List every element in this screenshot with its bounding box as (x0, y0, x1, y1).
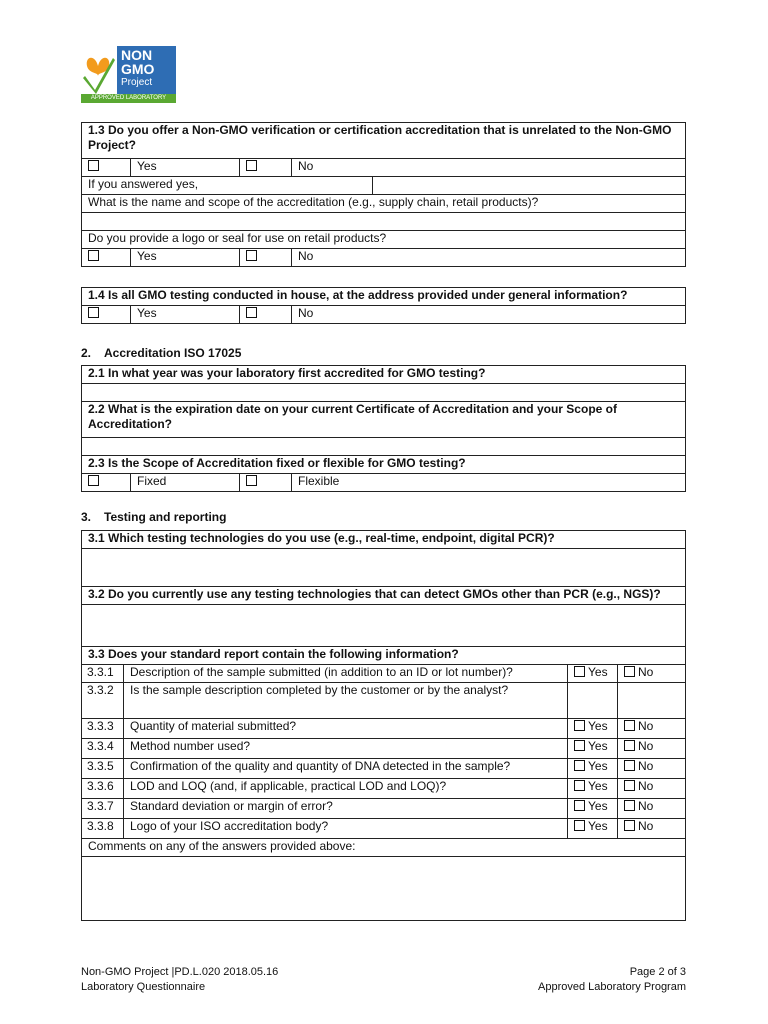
table-row (82, 665, 686, 683)
table-row (82, 819, 686, 839)
no-option[interactable]: No (618, 739, 686, 759)
checkbox-1-4-no[interactable] (240, 306, 292, 324)
logo-seal-question: Do you provide a logo or seal for use on retail products? (82, 231, 686, 249)
item-number: 3.3.2 (82, 683, 124, 719)
item-text: Logo of your ISO accreditation body? (124, 819, 568, 839)
if-answered-yes-field[interactable] (373, 177, 686, 195)
section-3-number: 3. (81, 510, 92, 524)
yes-option[interactable]: Yes (568, 739, 618, 759)
answer-3-2-field[interactable] (82, 605, 686, 647)
table-row (82, 683, 686, 719)
answer-3-1-field[interactable] (82, 549, 686, 587)
section-2-heading (81, 346, 241, 360)
no-option[interactable]: No (618, 819, 686, 839)
table-row (82, 759, 686, 779)
question-3-2: 3.2 Do you currently use any testing technologies that can detect GMOs other than PCR (e.g., NGS)? (82, 587, 686, 605)
checkbox-1-4-yes[interactable] (82, 306, 131, 324)
checkbox-1-3-no[interactable] (240, 159, 292, 177)
table-row (82, 739, 686, 759)
question-1-3-table (81, 122, 686, 267)
item-number: 3.3.8 (82, 819, 124, 839)
checkbox-icon[interactable] (624, 666, 635, 677)
label-fixed: Fixed (131, 474, 240, 492)
checkbox-logo-no[interactable] (240, 249, 292, 267)
checkbox-icon[interactable] (574, 780, 585, 791)
no-option[interactable]: No (618, 759, 686, 779)
yes-option[interactable]: Yes (568, 759, 618, 779)
checkbox-icon[interactable] (624, 760, 635, 771)
section-3-table (81, 530, 686, 921)
item-text: Method number used? (124, 739, 568, 759)
question-2-1: 2.1 In what year was your laboratory first accredited for GMO testing? (82, 366, 686, 384)
answer-cell[interactable] (568, 683, 618, 719)
checkbox-1-3-yes[interactable] (82, 159, 131, 177)
table-row (82, 719, 686, 739)
no-option[interactable]: No (618, 719, 686, 739)
section-2-number: 2. (81, 346, 92, 360)
item-number: 3.3.4 (82, 739, 124, 759)
item-text: Standard deviation or margin of error? (124, 799, 568, 819)
item-text: LOD and LOQ (and, if applicable, practical LOD and LOQ)? (124, 779, 568, 799)
label-flexible: Flexible (292, 474, 686, 492)
item-number: 3.3.3 (82, 719, 124, 739)
yes-option[interactable]: Yes (568, 719, 618, 739)
item-number: 3.3.6 (82, 779, 124, 799)
checkbox-icon[interactable] (574, 820, 585, 831)
question-2-3: 2.3 Is the Scope of Accreditation fixed or flexible for GMO testing? (82, 456, 686, 474)
footer-program: Approved Laboratory Program (538, 981, 686, 993)
label-1-3-yes: Yes (131, 159, 240, 177)
checkbox-icon[interactable] (574, 800, 585, 811)
yes-option[interactable]: Yes (568, 779, 618, 799)
no-option[interactable]: No (618, 665, 686, 683)
section-3-title: Testing and reporting (104, 510, 227, 524)
checkbox-icon[interactable] (574, 760, 585, 771)
checkbox-icon[interactable] (624, 800, 635, 811)
yes-option[interactable]: Yes (568, 665, 618, 683)
checkbox-icon[interactable] (574, 666, 585, 677)
footer-doc-title: Laboratory Questionnaire (81, 981, 206, 993)
section-3-heading (81, 510, 226, 524)
section-2-table (81, 365, 686, 492)
logo-text-gmo: GMO (121, 61, 155, 77)
checkbox-flexible[interactable] (240, 474, 292, 492)
checkbox-icon[interactable] (574, 720, 585, 731)
checkbox-icon[interactable] (624, 820, 635, 831)
label-1-4-no: No (292, 306, 686, 324)
item-text: Description of the sample submitted (in addition to an ID or lot number)? (124, 665, 568, 683)
logo-text-project: Project (121, 77, 153, 88)
if-answered-yes: If you answered yes, (82, 177, 373, 195)
question-1-4-table (81, 287, 686, 324)
yes-option[interactable]: Yes (568, 799, 618, 819)
yes-option[interactable]: Yes (568, 819, 618, 839)
checkbox-icon[interactable] (574, 740, 585, 751)
question-2-2: 2.2 What is the expiration date on your current Certificate of Accreditation and your Scope of Accreditation? (82, 402, 686, 438)
answer-cell[interactable] (618, 683, 686, 719)
item-text: Quantity of material submitted? (124, 719, 568, 739)
footer-doc-id: Non-GMO Project |PD.L.020 2018.05.16 (81, 966, 279, 978)
logo-tagline: APPROVED LABORATORY (90, 95, 167, 101)
checkbox-icon[interactable] (624, 720, 635, 731)
item-number: 3.3.1 (82, 665, 124, 683)
checkbox-icon[interactable] (624, 740, 635, 751)
answer-2-1-field[interactable] (82, 384, 686, 402)
label-1-3-no: No (292, 159, 686, 177)
table-row (82, 779, 686, 799)
checkbox-logo-yes[interactable] (82, 249, 131, 267)
item-number: 3.3.7 (82, 799, 124, 819)
label-logo-yes: Yes (131, 249, 240, 267)
question-1-3: 1.3 Do you offer a Non-GMO verification or certification accreditation that is unrelated to the Non-GMO Project? (82, 123, 686, 159)
checkbox-fixed[interactable] (82, 474, 131, 492)
answer-2-2-field[interactable] (82, 438, 686, 456)
name-scope-answer-field[interactable] (82, 213, 686, 231)
footer-right (538, 965, 686, 995)
footer-left (81, 965, 278, 995)
footer-page-number: Page 2 of 3 (629, 966, 686, 978)
no-option[interactable]: No (618, 779, 686, 799)
item-text: Confirmation of the quality and quantity of DNA detected in the sample? (124, 759, 568, 779)
no-option[interactable]: No (618, 799, 686, 819)
table-row (82, 799, 686, 819)
logo-text-non: NON (121, 47, 153, 63)
comments-label: Comments on any of the answers provided above: (82, 839, 686, 857)
item-text: Is the sample description completed by the customer or by the analyst? (124, 683, 568, 719)
label-logo-no: No (292, 249, 686, 267)
name-scope-question: What is the name and scope of the accreditation (e.g., supply chain, retail products)? (82, 195, 686, 213)
non-gmo-project-logo (81, 46, 176, 103)
label-1-4-yes: Yes (131, 306, 240, 324)
comments-field[interactable] (82, 857, 686, 921)
checkbox-icon[interactable] (624, 780, 635, 791)
section-2-title: Accreditation ISO 17025 (104, 346, 242, 360)
question-3-3: 3.3 Does your standard report contain the following information? (82, 647, 686, 665)
item-number: 3.3.5 (82, 759, 124, 779)
question-1-4: 1.4 Is all GMO testing conducted in house, at the address provided under general information? (82, 288, 686, 306)
question-3-1: 3.1 Which testing technologies do you use (e.g., real-time, endpoint, digital PCR)? (82, 531, 686, 549)
